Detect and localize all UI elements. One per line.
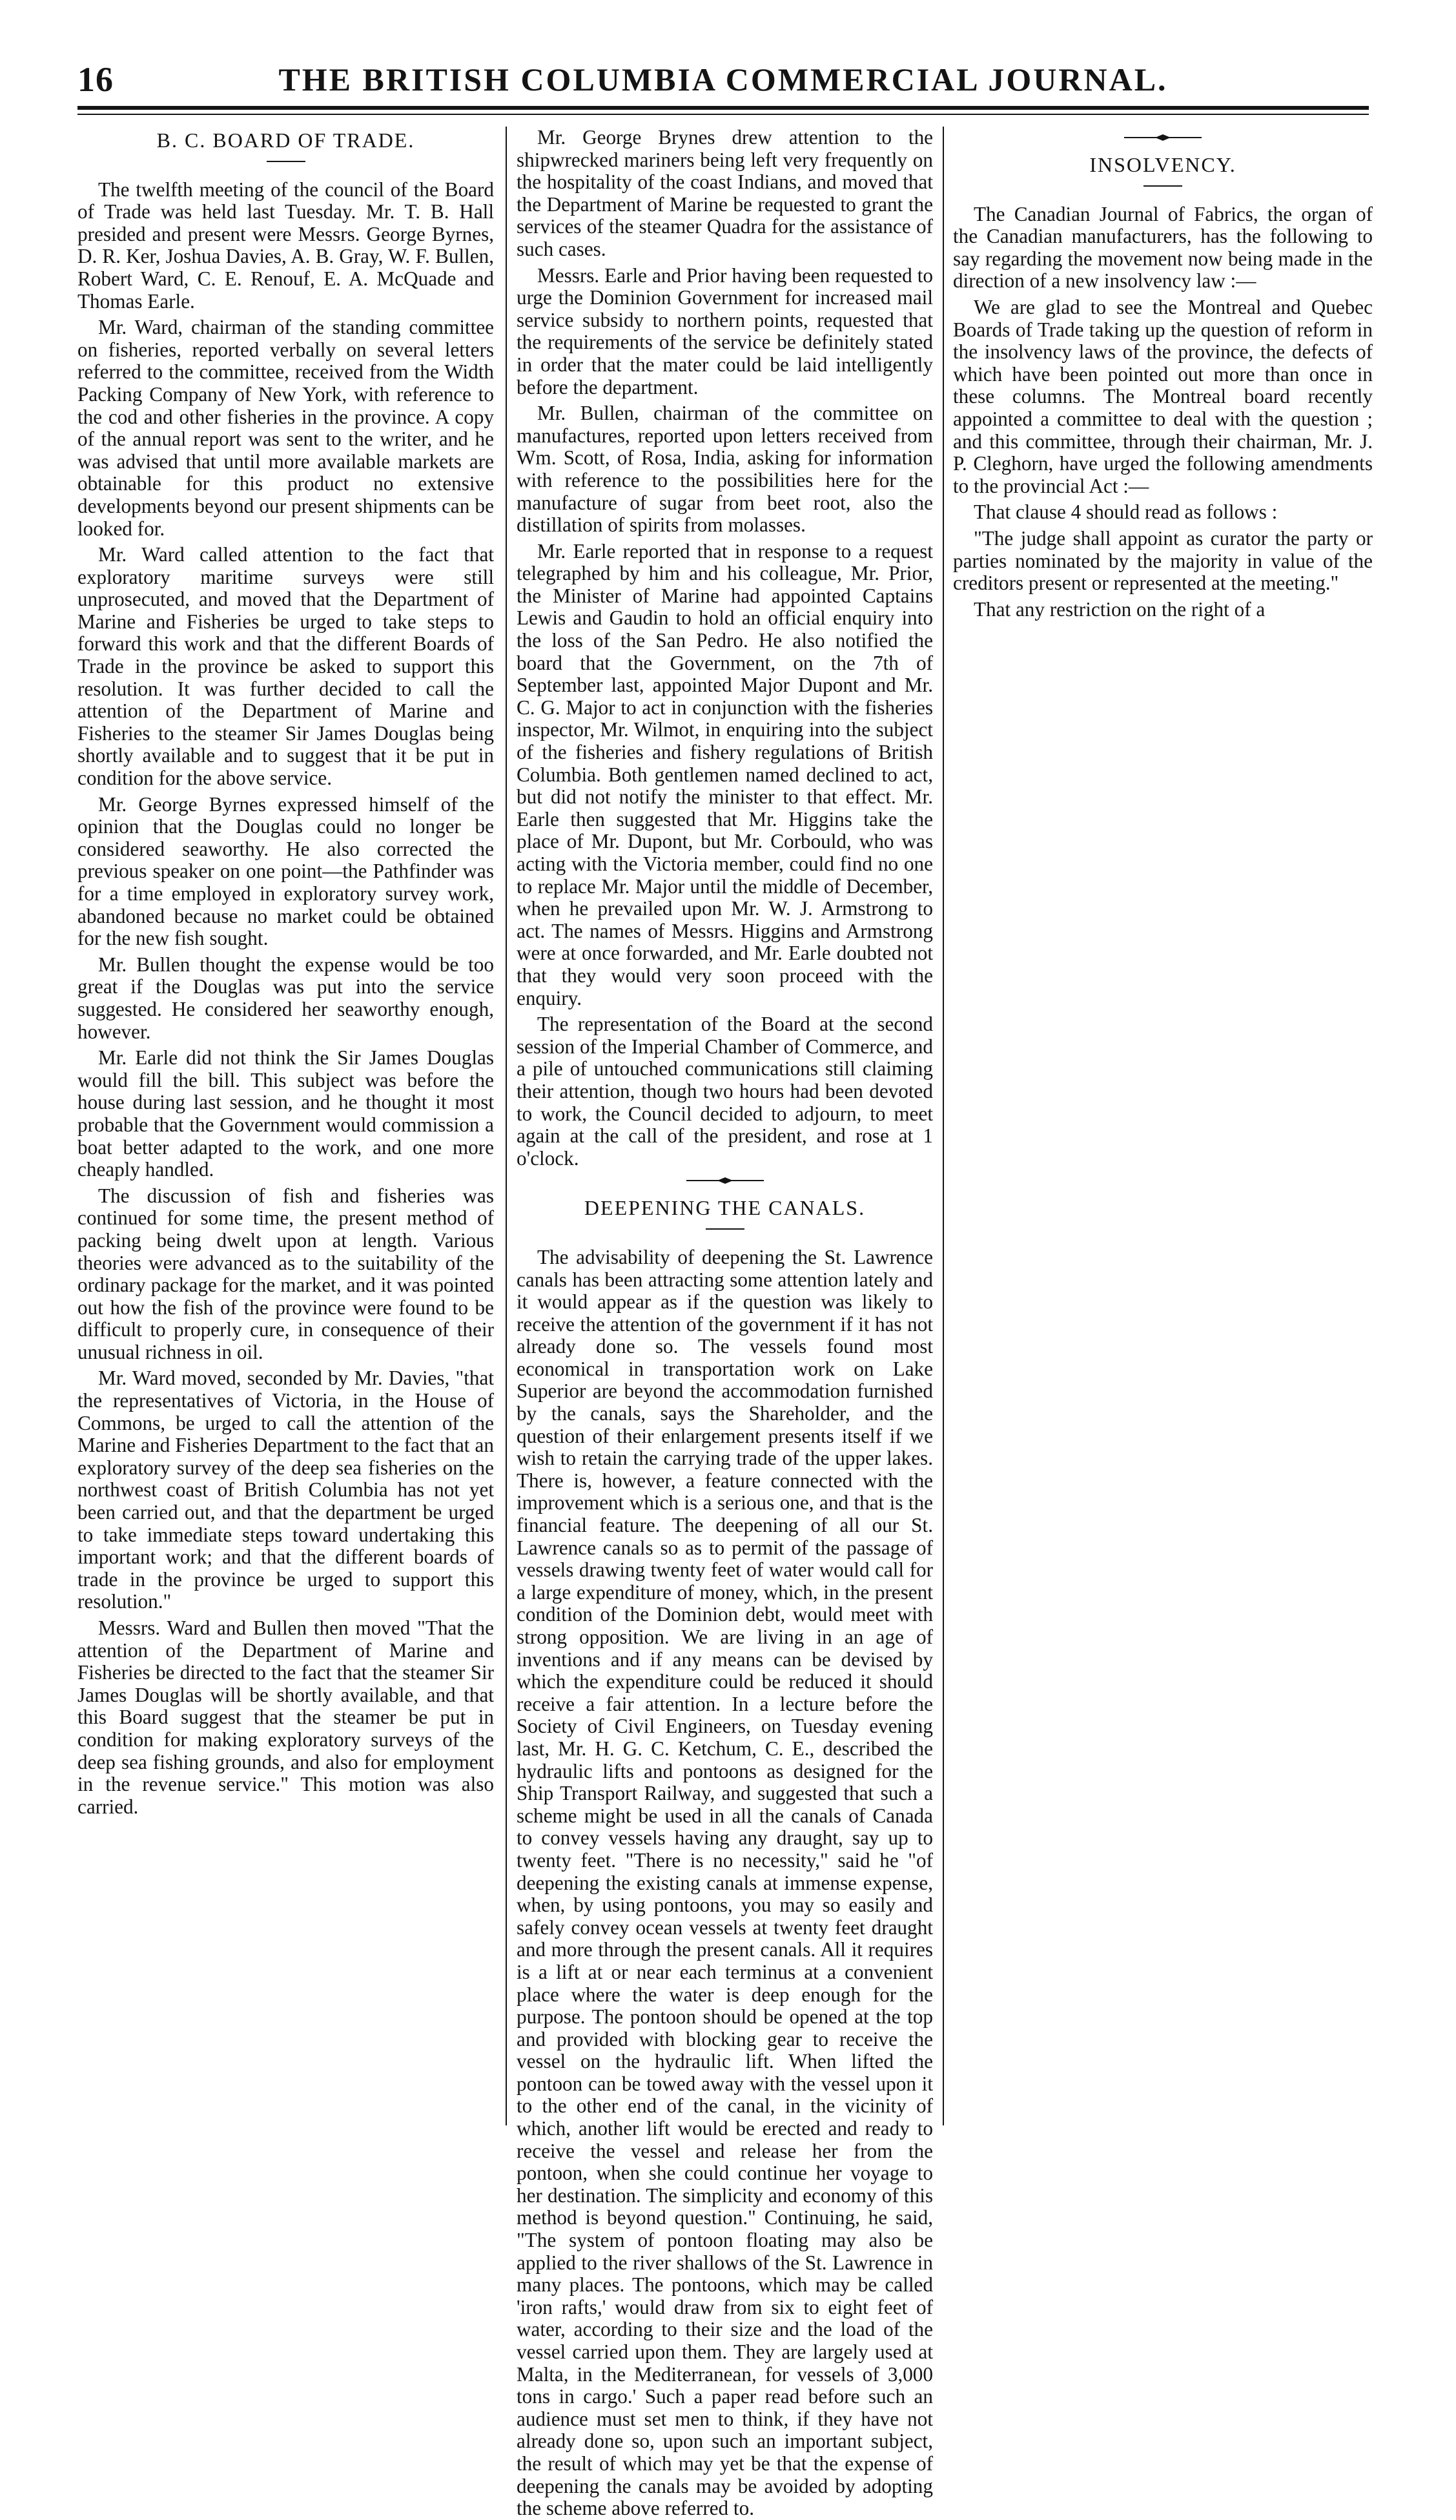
section-ornament — [1124, 133, 1202, 142]
paragraph: Messrs. Ward and Bullen then moved "That the attention of the Department of Marine and Fisheries be directed to the fact that the steamer Sir James Douglas will be shortly available, and that this Board suggest that the steamer be put in condition for making exploratory surveys of the deep sea fishing grounds, and also for employment in the revenue service." This motion was also carried. — [77, 1616, 494, 1818]
page-number: 16 — [77, 60, 114, 99]
article-title-insolvency: INSOLVENCY. — [1089, 153, 1236, 176]
page-header — [77, 59, 1369, 105]
paragraph: That any restriction on the right of a — [974, 597, 1266, 621]
paragraph: Mr. Ward, chairman of the standing committee on fisheries, reported verbally on several letters referred to the committee, received from the Width Packing Company of New York, with reference to the cod and other fisheries in the province. A copy of the annual report was sent to the writer, and he was advised that until more available markets are obtainable for this product no extensive developments beyond our present shipments can be looked for. — [77, 316, 494, 540]
paragraph: The discussion of fish and fisheries was continued for some time, the present method of packing being dwelt upon at length. Various theories were advanced as to the suitability of the ordinary package for the market, and it was pointed out how the fish of the province were found to be difficult to properly cure, in consequence of their unusual richness in oil. — [77, 1184, 494, 1363]
paragraph: Mr. Ward moved, seconded by Mr. Davies, "that the representatives of Victoria, in the House of Commons, be urged to call the attention of the Marine and Fisheries Department to the fact that an exploratory survey of the deep sea fisheries on the northwest coast of British Columbia has not yet been carried out, and that the department be urged to take immediate steps toward undertaking this important work; and that the different boards of trade in the province be urged to support this resolution." — [77, 1367, 494, 1613]
column-divider — [943, 127, 944, 2125]
paragraph: Mr. George Byrnes expressed himself of the opinion that the Douglas could no longer be considered seaworthy. He also corrected the previous speaker on one point—the Pathfinder was for a time employed in exploratory survey work, abandoned because no market could be obtained for the new fish sought. — [77, 792, 494, 950]
paragraph: Mr. Ward called attention to the fact that exploratory maritime surveys were still unprosecuted, and moved that the Department of Marine and Fisheries be urged to take steps to forward this work and that the different Boards of Trade in the province be asked to support this resolution. It was further decided to call the attention of the Department of Marine and Fisheries to the steamer Sir James Douglas being shortly available and to suggest that it be put in condition for the above service. — [77, 543, 494, 790]
paragraph: Messrs. Earle and Prior having been requested to urge the Dominion Government for increased mail service subsidy to northern points, requested that the requirements of the service be definitely stated in order that the mater could be laid intelligently before the department. — [517, 263, 933, 398]
paragraph: Mr. Bullen thought the expense would be too great if the Douglas was put into the service suggested. He considered her seaworthy enough, however. — [77, 953, 494, 1043]
paragraph: Mr. Earle reported that in response to a request telegraphed by him and his colleague, Mr. Prior, the Minister of Marine had appointed Captains Lewis and Gaudin to hold an official enquiry into the loss of the San Pedro. He also notified the board that the Government, on the 7th of September last, appointed Major Dupont and Mr. C. G. Major to act in conjunction with the fisheries inspector, Mr. Wilmot, in enquiring into the subject of the fisheries and fishery regulations of British Columbia. Both gentlemen named declined to act, but did not notify the minister to that effect. Mr. Earle then suggested that Mr. Higgins take the place of Mr. Dupont, but Mr. Corbould, who was acting with the Victoria member, could find no one to replace Mr. Major until the middle of December, when he prevailed upon Mr. W. J. Armstrong to act. The names of Messrs. Higgins and Armstrong were at once forwarded, and Mr. Earle doubted not that they would very soon proceed with the enquiry. — [517, 539, 933, 1009]
journal-title: THE BRITISH COLUMBIA COMMERCIAL JOURNAL. — [278, 61, 1168, 98]
paragraph: The representation of the Board at the second session of the Imperial Chamber of Commerce, and a pile of untouched communications still claiming their attention, though two hours had been devoted to work, the Council decided to adjourn, to meet again at the call of the president, and rose at 1 o'clock. — [517, 1013, 933, 1170]
title-dash — [1143, 185, 1182, 187]
paragraph: Mr. George Brynes drew attention to the shipwrecked mariners being left very frequently on the hospitality of the coast Indians, and moved that the Department of Marine be requested to grant the services of the steamer Quadra for the assistance of such cases. — [517, 126, 933, 260]
column-2 — [517, 126, 933, 2520]
paragraph: Mr. Bullen, chairman of the committee on manufactures, reported upon letters received from Wm. Scott, of Rosa, India, asking for information with reference to the possibilities here for the manufacture of sugar from beet root, also the distillation of spirits from molasses. — [517, 402, 933, 537]
column-divider — [506, 127, 507, 2125]
paragraph: That clause 4 should read as follows : — [974, 501, 1278, 524]
paragraph: Mr. Earle did not think the Sir James Douglas would fill the bill. This subject was before the house during last session, and he thought it most probable that the Government would commission a boat better adapted to the work, and one more cheaply handled. — [77, 1046, 494, 1181]
section-ornament — [686, 1176, 764, 1185]
title-dash — [267, 161, 305, 162]
paragraph: The advisability of deepening the St. Lawrence canals has been attracting some attention lately and it would appear as if the question was likely to receive the attention of the government if it has not already done so. The vessels found most economical in transportation work on Lake Superior are beyond the accommodation furnished by the canals, says the Shareholder, and the question of their enlargement presents itself if we wish to retain the carrying trade of the upper lakes. There is, however, a feature connected with the improvement which is a serious one, and that is the financial feature. The deepening of all our St. Lawrence canals so as to permit of the passage of vessels drawing twenty feet of water would call for a large expenditure of money, which, in the present condition of the Dominion debt, would meet with strong opposition. We are living in an age of inventions and if any means can be devised by which the expenditure could be reduced it should receive a fair attention. In a lecture before the Society of Civil Engineers, on Tuesday evening last, Mr. H. G. C. Ketchum, C. E., described the hydraulic lifts and pontoons as designed for the Ship Transport Railway, and suggested that such a scheme might be used in all the canals of Canada to convey vessels having any draught, say up to twenty feet. "There is no necessity," said he "of deepening the existing canals at immense expense, when, by using pontoons, you may so easily and safely convey ocean vessels at twenty feet draught and more through the present canals. All it requires is a lift at or near each terminus at a convenient place where the water is deep enough for the purpose. The pontoon should be opened at the top and provided with blocking gear to receive the vessel on the hydraulic lift. When lifted the pontoon can be towed away with the vessel upon it to the other end of the canal, in the vicinity of which, another lift would be erected and ready to receive the vessel and release her from the pontoon, when she could continue her voyage to her destination. The simplicity and economy of this method is beyond question." Continuing, he said, "The system of pontoon floating may also be applied to the river shallows of the St. Lawrence in many places. The pontoons, which may be called 'iron rafts,' would draw from six to eight feet of water, according to their size and the load of the vessel carried upon them. They are largely used at Malta, in the Mediterranean, for vessels of 3,000 tons in cargo.' Such a paper read before such an audience must set men to think, if they have not already done so, upon such an important subject, the result of which may yet be that the expense of deepening the canals may be avoided by adopting the scheme above referred to. — [517, 1245, 933, 2520]
header-rule-thin — [77, 114, 1369, 115]
title-dash — [706, 1228, 744, 1230]
column-1 — [77, 127, 494, 2125]
paragraph: We are glad to see the Montreal and Quebec Boards of Trade taking up the question of reform in the insolvency laws of the province, the defects of which have been pointed out more than once in these columns. The Montreal board recently appointed a committee to deal with the question ; and this committee, through their chairman, Mr. J. P. Cleghorn, have urged the following amendments to the provincial Act :— — [953, 295, 1373, 497]
paragraph: "The judge shall appoint as curator the party or parties nominated by the majority in value of the creditors present or represented at the meeting." — [953, 526, 1373, 595]
paragraph: The Canadian Journal of Fabrics, the organ of the Canadian manufacturers, has the following to say regarding the movement now being made in the direction of a new insolvency law :— — [953, 202, 1373, 293]
header-rule-thick — [77, 106, 1369, 110]
article-title-canals: DEEPENING THE CANALS. — [584, 1196, 866, 1220]
paragraph: The twelfth meeting of the council of the Board of Trade was held last Tuesday. Mr. T. B. Hall presided and present were Messrs. George Byrnes, D. R. Ker, Joshua Davies, A. B. Gray, W. F. Bullen, Robert Ward, C. E. Renouf, E. A. McQuade and Thomas Earle. — [77, 178, 494, 313]
article-title-board-of-trade: B. C. BOARD OF TRADE. — [156, 129, 415, 152]
column-3 — [953, 127, 1373, 2125]
